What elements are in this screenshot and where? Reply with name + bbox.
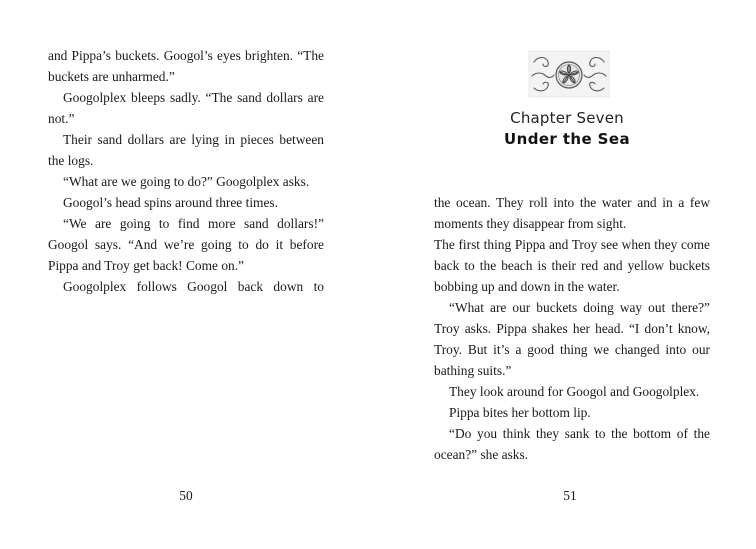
chapter-number: Chapter Seven — [510, 109, 624, 127]
paragraph: Their sand dollars are lying in pieces between the logs. — [48, 132, 324, 168]
paragraph: “What are our buckets doing way out there?” Troy asks. Pippa shakes her head. “I don’t know, Troy. But it’s a good thing we changed into our bathing suits.” — [434, 300, 710, 378]
paragraph: Pippa bites her bottom lip. — [449, 405, 591, 420]
paragraph: They look around for Googol and Googolplex. — [449, 384, 700, 399]
paragraph: The first thing Pippa and Troy see when they come back to the beach is their red and yellow buckets bobbing up and down in the water. — [434, 237, 710, 294]
paragraph: “We are going to find more sand dollars!” Googol says. “And we’re going to do it before Pippa and Troy get back! Come on.” — [48, 216, 324, 273]
paragraph: Googolplex bleeps sadly. “The sand dollars are not.” — [48, 90, 324, 126]
chapter-title: Under the Sea — [504, 130, 630, 148]
paragraph: the ocean. They roll into the water and in a few moments they disappear from sight. — [434, 195, 710, 231]
paragraph: Googol’s head spins around three times. — [63, 195, 278, 210]
right-page — [378, 0, 756, 549]
page-number: 50 — [179, 488, 193, 503]
chapter-heading — [378, 108, 756, 150]
paragraph: “Do you think they sank to the bottom of the ocean?” she asks. — [434, 426, 710, 462]
sand-dollar-ornament-icon — [528, 50, 610, 98]
page-number: 51 — [563, 488, 577, 503]
paragraph: Googolplex follows Googol back down to — [63, 279, 324, 294]
right-page-text — [434, 192, 710, 465]
left-page-text — [48, 45, 324, 297]
paragraph: and Pippa’s buckets. Googol’s eyes brighten. “The buckets are unharmed.” — [48, 48, 324, 84]
paragraph: “What are we going to do?” Googolplex asks. — [63, 174, 310, 189]
